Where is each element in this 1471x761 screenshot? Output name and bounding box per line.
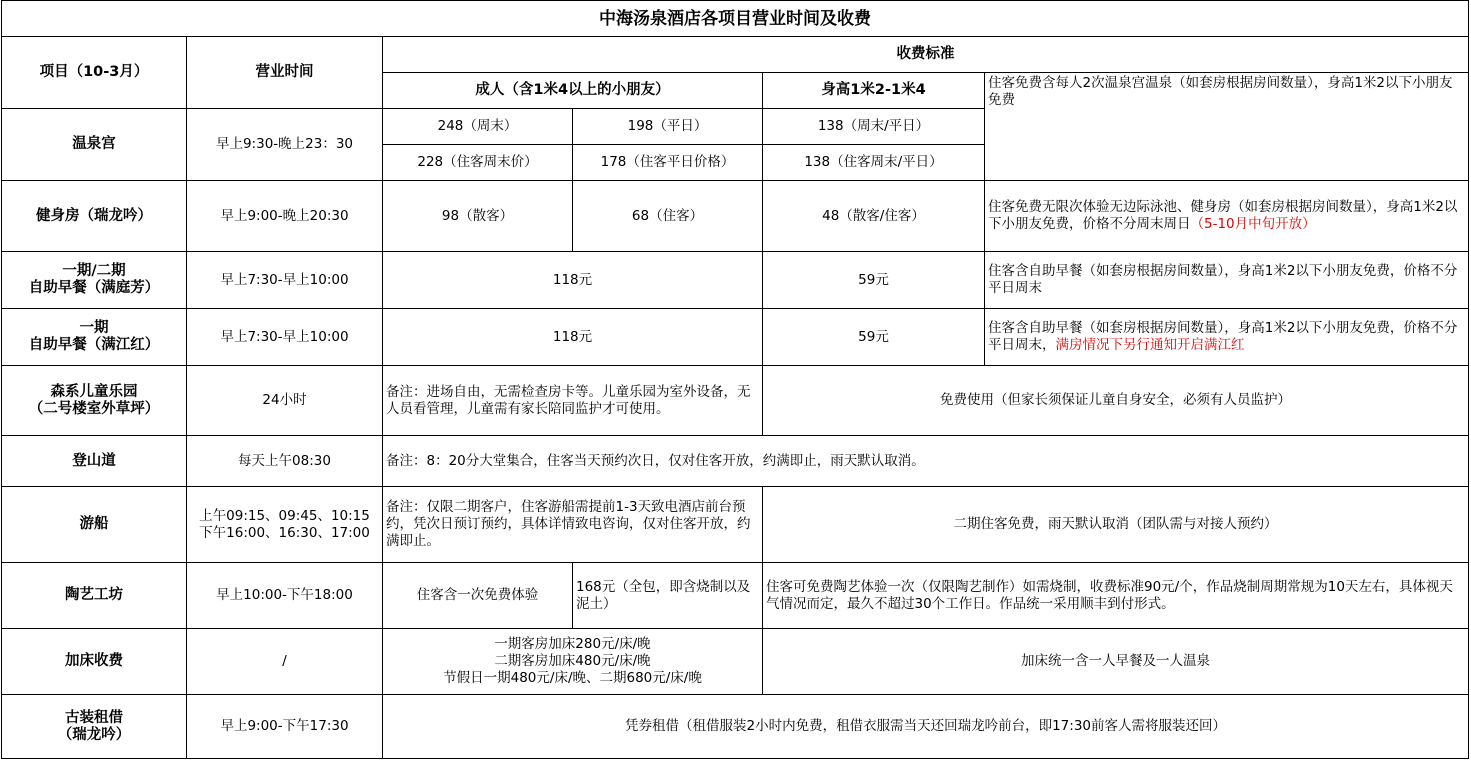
header-fees: 收费标准 bbox=[383, 37, 1469, 73]
extra-bed-name: 加床收费 bbox=[2, 629, 187, 695]
hiking-name: 登山道 bbox=[2, 436, 187, 487]
breakfast-1-hours: 早上7:30-早上10:00 bbox=[187, 252, 383, 309]
header-child: 身高1米2-1米4 bbox=[763, 73, 985, 109]
pottery-full-price: 168元（全包，即含烧制以及泥土） bbox=[573, 563, 763, 629]
hot-spring-hours: 早上9:30-晚上23：30 bbox=[187, 109, 383, 181]
header-project: 项目（10-3月） bbox=[2, 37, 187, 109]
costume-name bbox=[2, 695, 187, 759]
playground-remark: 备注：进场自由，无需检查房卡等。儿童乐园为室外设备，无人员看管理，儿童需有家长陪同监护才可使用。 bbox=[383, 366, 763, 436]
hiking-hours: 每天上午08:30 bbox=[187, 436, 383, 487]
extra-bed-hours: / bbox=[187, 629, 383, 695]
costume-name-line2: （瑞龙吟） bbox=[57, 726, 131, 743]
page-title: 中海汤泉酒店各项目营业时间及收费 bbox=[2, 1, 1469, 37]
pottery-note: 住客可免费陶艺体验一次（仅限陶艺制作）如需烧制，收费标准90元/个，作品烧制周期常规为10天左右，具体视天气情况而定，最久不超过30个工作日。作品统一采用顺丰到付形式。 bbox=[763, 563, 1469, 629]
boat-hours-line2: 下午16:00、16:30、17:00 bbox=[199, 524, 370, 541]
header-hours: 营业时间 bbox=[187, 37, 383, 109]
breakfast-2-note-text: 住客含自助早餐（如套房根据房间数量），身高1米2以下小朋友免费，价格不分平日周末， bbox=[988, 320, 1458, 353]
hot-spring-guest-weekday-price: 178（住客平日价格） bbox=[573, 145, 763, 181]
pottery-guest-price: 住客含一次免费体验 bbox=[383, 563, 573, 629]
boat-name: 游船 bbox=[2, 487, 187, 563]
breakfast-2-name-line2: 自助早餐（满江红） bbox=[28, 337, 160, 353]
playground-name bbox=[2, 366, 187, 436]
gym-note-red: （5-10月中旬开放） bbox=[1190, 216, 1316, 232]
pottery-hours: 早上10:00-下午18:00 bbox=[187, 563, 383, 629]
hot-spring-note: 住客免费含每人2次温泉宫温泉（如套房根据房间数量），身高1米2以下小朋友免费 bbox=[985, 73, 1469, 181]
gym-child-price: 48（散客/住客） bbox=[763, 181, 985, 252]
playground-name-line2: （二号楼室外草坪） bbox=[28, 400, 160, 417]
breakfast-2-note bbox=[985, 309, 1469, 366]
extra-bed-line3: 节假日一期480元/床/晚、二期680元/床/晚 bbox=[443, 670, 702, 686]
breakfast-2-note-red: 满房情况下另行通知开启满江红 bbox=[1055, 337, 1245, 353]
extra-bed-prices bbox=[383, 629, 763, 695]
hot-spring-weekend-price: 248（周末） bbox=[383, 109, 573, 145]
playground-hours: 24小时 bbox=[187, 366, 383, 436]
breakfast-2-child-price: 59元 bbox=[763, 309, 985, 366]
hot-spring-guest-weekend-price: 228（住客周末价） bbox=[383, 145, 573, 181]
extra-bed-line2: 二期客房加床480元/床/晚 bbox=[494, 653, 651, 669]
gym-note-text: 住客免费无限次体验无边际泳池、健身房（如套房根据房间数量），身高1米2以下小朋友免费，价格不分周末周日 bbox=[988, 199, 1458, 232]
extra-bed-line1: 一期客房加床280元/床/晚 bbox=[494, 636, 651, 652]
breakfast-2-hours: 早上7:30-早上10:00 bbox=[187, 309, 383, 366]
boat-hours-line1: 上午09:15、09:45、10:15 bbox=[199, 507, 370, 524]
breakfast-1-name-line1: 一期/二期 bbox=[62, 263, 126, 279]
hot-spring-child-price: 138（周末/平日） bbox=[763, 109, 985, 145]
header-adult: 成人（含1米4以上的小朋友） bbox=[383, 73, 763, 109]
boat-note: 二期住客免费，雨天默认取消（团队需与对接人预约） bbox=[763, 487, 1469, 563]
breakfast-2-name bbox=[2, 309, 187, 366]
gym-name: 健身房（瑞龙吟） bbox=[2, 181, 187, 252]
playground-note: 免费使用（但家长须保证儿童自身安全，必须有人员监护） bbox=[763, 366, 1469, 436]
extra-bed-note: 加床统一含一人早餐及一人温泉 bbox=[763, 629, 1469, 695]
gym-guest-price: 68（住客） bbox=[573, 181, 763, 252]
costume-name-line1: 古装租借 bbox=[65, 709, 123, 726]
breakfast-1-note: 住客含自助早餐（如套房根据房间数量），身高1米2以下小朋友免费，价格不分平日周末 bbox=[985, 252, 1469, 309]
hot-spring-weekday-price: 198（平日） bbox=[573, 109, 763, 145]
breakfast-2-name-line1: 一期 bbox=[79, 320, 109, 336]
breakfast-1-adult-price: 118元 bbox=[383, 252, 763, 309]
gym-hours: 早上9:00-晚上20:30 bbox=[187, 181, 383, 252]
playground-name-line1: 森系儿童乐园 bbox=[50, 383, 138, 400]
gym-note bbox=[985, 181, 1469, 252]
breakfast-2-adult-price: 118元 bbox=[383, 309, 763, 366]
hot-spring-name: 温泉宫 bbox=[2, 109, 187, 181]
hot-spring-guest-child-price: 138（住客周末/平日） bbox=[763, 145, 985, 181]
pottery-name: 陶艺工坊 bbox=[2, 563, 187, 629]
costume-hours: 早上9:00-下午17:30 bbox=[187, 695, 383, 759]
breakfast-1-name-line2: 自助早餐（满庭芳） bbox=[28, 280, 160, 296]
boat-hours bbox=[187, 487, 383, 563]
hiking-remark: 备注：8：20分大堂集合，住客当天预约次日，仅对住客开放，约满即止，雨天默认取消。 bbox=[383, 436, 1469, 487]
fee-table bbox=[1, 0, 1469, 759]
gym-walkin-price: 98（散客） bbox=[383, 181, 573, 252]
costume-note: 凭券租借（租借服装2小时内免费，租借衣服需当天还回瑞龙吟前台，即17:30前客人需将服装还回） bbox=[383, 695, 1469, 759]
breakfast-1-name bbox=[2, 252, 187, 309]
boat-remark: 备注：仅限二期客户，住客游船需提前1-3天致电酒店前台预约，凭次日预订预约，具体详情致电咨询，仅对住客开放，约满即止。 bbox=[383, 487, 763, 563]
breakfast-1-child-price: 59元 bbox=[763, 252, 985, 309]
